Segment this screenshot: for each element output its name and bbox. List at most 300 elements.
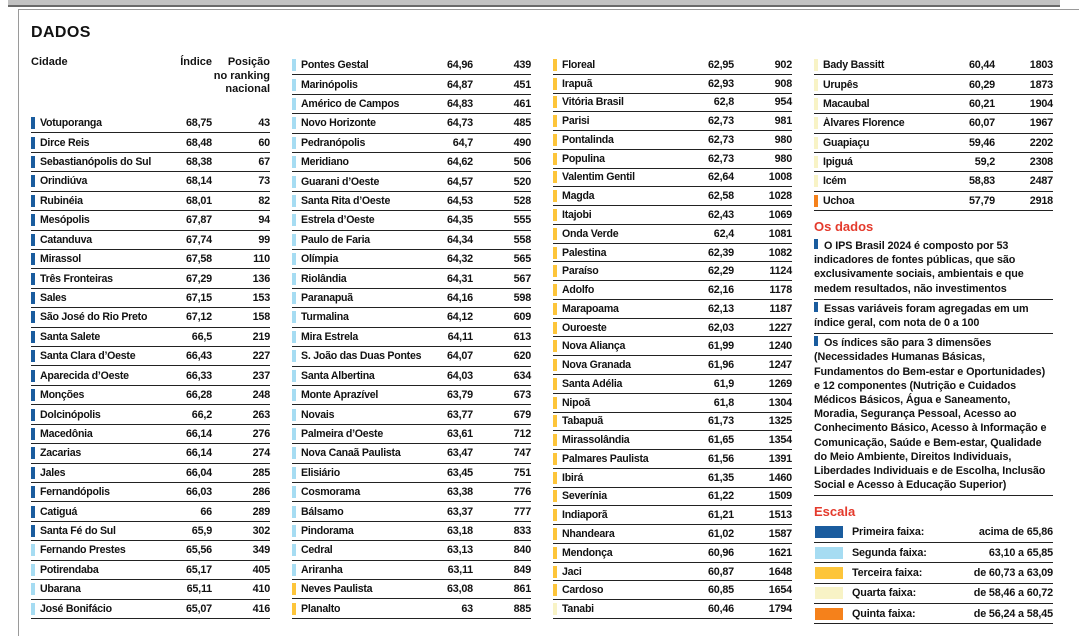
city-name: Mira Estrela [301,330,359,343]
index-value: 66,2 [191,408,212,421]
rank-value: 2487 [1029,175,1053,188]
city-name: Pedranópolis [301,136,366,149]
band-marker-icon [553,509,557,521]
city-name: Nova Granada [562,359,631,372]
city-name: Macedônia [40,427,93,440]
rank-value: 1587 [768,528,792,541]
index-value: 66,04 [185,466,212,479]
rank-value: 1187 [769,302,792,315]
band-marker-icon [292,564,296,576]
city-name: Guarani d’Oeste [301,175,380,188]
header-rank-line: Posição [227,56,270,68]
band-marker-icon [31,525,35,537]
rank-value: 908 [774,77,792,90]
band-marker-icon [31,273,35,285]
city-name: Mirassol [40,253,81,266]
rank-value: 2308 [1029,156,1053,169]
index-value: 64,73 [446,117,473,130]
table-row [553,563,792,582]
table-row [553,244,792,263]
table-row [814,95,1053,114]
table-rows-column-2 [292,56,531,619]
index-value: 60,21 [968,97,995,110]
rank-value: 1081 [768,227,792,240]
index-value: 63,08 [446,583,473,596]
header-city: Cidade [31,56,68,68]
rank-value: 43 [258,117,270,130]
table-row [292,386,531,405]
index-value: 63,13 [446,544,473,557]
band-marker-icon [292,486,296,498]
band-marker-icon [553,603,557,615]
city-name: S. João das Duas Pontes [301,350,422,363]
rank-value: 840 [513,544,531,557]
band-marker-icon [292,331,296,343]
city-name: Nipoã [562,396,591,409]
band-marker-icon [553,59,557,71]
city-name: José Bonifácio [40,602,112,615]
index-value: 64,34 [446,233,473,246]
city-name: Catanduva [40,233,92,246]
table-row [292,425,531,444]
index-value: 67,29 [185,272,212,285]
band-marker-icon [292,156,296,168]
city-name: Turmalina [301,311,349,324]
index-value: 64,32 [446,253,473,266]
table-row [553,281,792,300]
scale-label: Quinta faixa: [852,607,916,620]
table-row [31,289,270,308]
rank-value: 1069 [768,209,792,221]
index-value: 61,56 [707,452,734,465]
rank-value: 613 [513,330,531,343]
index-value: 62,29 [707,265,734,278]
table-row [292,172,531,191]
window-top-edge [8,0,1060,7]
band-marker-icon [292,525,296,537]
city-table-column-1 [31,56,270,624]
table-row [292,56,531,75]
city-name: Santa Clara d’Oeste [40,350,136,363]
table-row [31,425,270,444]
city-name: Catiguá [40,505,78,518]
rank-value: 520 [513,175,531,188]
table-row [553,300,792,319]
index-value: 64,83 [446,98,473,111]
index-value: 63,79 [446,389,473,402]
index-value: 64,53 [446,195,473,208]
header-rank-line: nacional [225,83,270,95]
city-name: Macaubal [823,97,870,110]
index-value: 68,38 [185,156,212,169]
band-marker-icon [553,472,557,484]
band-marker-icon [292,214,296,226]
index-value: 64,96 [446,59,473,72]
notes-section [814,237,1053,496]
table-row [31,366,270,385]
index-value: 62,73 [707,115,734,128]
band-marker-icon [814,98,818,110]
rank-value: 620 [513,350,531,363]
scale-label: Terceira faixa: [852,566,923,579]
city-name: Irapuã [562,77,593,90]
city-name: Meridiano [301,156,349,169]
table-row [31,522,270,541]
header-index: Índice [180,56,212,68]
rank-value: 528 [513,195,531,208]
index-value: 63,45 [446,466,473,479]
band-marker-icon [814,156,818,168]
table-row [292,599,531,618]
index-value: 66,33 [185,369,212,382]
city-name: Santa Adélia [562,377,623,390]
table-row [292,561,531,580]
index-value: 63 [461,602,473,615]
scale-range: acima de 65,86 [978,526,1053,539]
city-name: Elisiário [301,466,340,479]
index-value: 61,96 [707,359,734,372]
rank-value: 110 [253,253,270,266]
table-row [292,269,531,288]
city-name: Pontes Gestal [301,59,369,72]
table-row [553,506,792,525]
table-row [553,525,792,544]
index-value: 61,22 [707,490,734,503]
city-name: Olímpia [301,253,339,266]
index-value: 63,77 [446,408,473,421]
city-name: Nova Aliança [562,340,626,353]
table-row [31,483,270,502]
scale-swatch-icon [815,587,843,599]
city-name: Paranapuã [301,292,353,305]
city-name: Ibirá [562,471,584,484]
rank-value: 565 [513,253,531,266]
index-value: 68,01 [185,194,212,207]
band-marker-icon [31,564,35,576]
band-marker-icon [553,153,557,165]
city-name: Santa Albertina [301,369,375,382]
band-marker-icon [31,467,35,479]
table-row [292,580,531,599]
city-name: Dirce Reis [40,136,90,149]
band-marker-icon [31,331,35,343]
city-name: Tanabi [562,603,594,616]
band-marker-icon [31,389,35,401]
band-marker-icon [553,228,557,240]
rank-value: 1178 [769,284,792,297]
table-row [814,114,1053,133]
header-rank-line: no ranking [213,69,270,82]
band-marker-icon [292,467,296,479]
table-row [553,262,792,281]
index-value: 63,37 [446,505,473,518]
city-name: Potirendaba [40,563,99,576]
band-marker-icon [553,115,557,127]
city-name: Mirassolândia [562,434,630,447]
index-value: 67,74 [185,233,212,246]
city-name: Itajobi [562,209,592,221]
rank-value: 82 [258,194,270,207]
city-name: Nova Canaã Paulista [301,447,401,460]
city-name: Neves Paulista [301,583,373,596]
bullet-bar-icon [814,302,818,312]
rank-value: 94 [258,214,270,227]
index-value: 61,9 [713,377,734,390]
scale-heading: Escala [814,504,856,520]
page-title: DADOS [31,24,91,41]
index-value: 64,12 [446,311,473,324]
rank-value: 1304 [768,396,792,409]
band-marker-icon [292,98,296,110]
index-value: 63,61 [446,427,473,440]
band-marker-icon [292,253,296,265]
scale-swatch-icon [815,526,843,538]
band-marker-icon [292,350,296,362]
index-value: 63,11 [447,563,473,576]
rank-value: 980 [774,152,792,165]
rank-value: 490 [513,136,531,149]
index-value: 66 [200,505,212,518]
index-value: 62,4 [713,227,734,240]
table-row [31,561,270,580]
band-marker-icon [31,428,35,440]
index-value: 61,73 [707,415,734,428]
index-value: 59,2 [974,156,995,169]
index-value: 61,21 [707,509,734,522]
index-value: 65,56 [185,544,212,557]
band-marker-icon [292,234,296,246]
rank-value: 777 [513,505,531,518]
table-rows-column-3 [553,56,792,619]
table-row [292,464,531,483]
band-marker-icon [31,137,35,149]
table-row [553,319,792,338]
index-value: 62,64 [707,171,734,184]
table-row [553,450,792,469]
band-marker-icon [553,490,557,502]
city-name: Cosmorama [301,486,360,499]
rank-value: 1654 [768,584,792,597]
band-marker-icon [292,79,296,91]
index-value: 61,02 [707,528,734,541]
index-value: 63,38 [446,486,473,499]
band-marker-icon [31,506,35,518]
table-row [814,153,1053,172]
index-value: 62,58 [707,190,734,203]
band-marker-icon [553,303,557,315]
index-value: 64,7 [452,136,473,149]
rank-value: 60 [258,136,270,149]
band-marker-icon [31,117,35,129]
table-row [292,114,531,133]
band-marker-icon [553,566,557,578]
band-marker-icon [814,137,818,149]
band-marker-icon [553,134,557,146]
table-row [292,192,531,211]
rank-value: 954 [774,96,792,109]
band-marker-icon [553,190,557,202]
table-row [553,544,792,563]
band-marker-icon [553,584,557,596]
scale-swatch-icon [815,547,843,559]
rank-value: 67 [258,156,270,169]
table-row [31,600,270,619]
table-row [553,581,792,600]
table-row [31,133,270,152]
city-name: Pindorama [301,524,354,537]
band-marker-icon [31,156,35,168]
band-marker-icon [31,447,35,459]
rank-value: 237 [252,369,270,382]
city-name: Parisi [562,115,590,128]
band-marker-icon [31,544,35,556]
index-value: 62,16 [707,284,734,297]
city-name: Álvares Florence [823,117,905,130]
table-row [31,405,270,424]
band-marker-icon [292,195,296,207]
table-row [292,444,531,463]
scale-label: Primeira faixa: [852,526,925,539]
notes-heading: Os dados [814,219,874,234]
index-value: 64,16 [446,292,473,305]
rank-value: 1621 [768,546,792,559]
table-row [553,600,792,619]
table-row [553,94,792,113]
table-row [292,522,531,541]
table-row [553,206,792,225]
city-name: São José do Rio Preto [40,311,148,324]
scale-range: de 56,24 a 58,45 [973,607,1053,620]
city-table-column-3 [553,56,792,624]
rank-value: 747 [513,447,531,460]
band-marker-icon [31,292,35,304]
index-value: 63,18 [446,524,473,537]
scale-range: de 58,46 a 60,72 [973,587,1053,600]
band-marker-icon [292,447,296,459]
index-value: 66,03 [185,486,212,499]
rank-value: 1008 [768,171,792,184]
city-name: Novais [301,408,335,421]
table-row [292,231,531,250]
rank-value: 1509 [768,490,792,503]
table-row [553,431,792,450]
table-row [553,131,792,150]
city-name: Paulo de Faria [301,233,370,246]
city-name: Palmeira d’Oeste [301,427,383,440]
city-name: Fernando Prestes [40,544,126,557]
rank-value: 1904 [1029,97,1053,110]
scale-legend-row [814,543,1053,563]
city-name: Adolfo [562,284,595,297]
table-row [31,308,270,327]
band-marker-icon [31,253,35,265]
city-name: Marapoama [562,302,619,315]
rank-value: 405 [252,563,270,576]
city-table-column-4 [814,56,1053,624]
city-name: Votuporanga [40,117,102,130]
city-name: Monte Aprazível [301,389,379,402]
index-value: 67,58 [185,253,212,266]
index-value: 68,48 [185,136,212,149]
table-row [31,250,270,269]
index-value: 68,14 [185,175,212,188]
table-row [31,231,270,250]
band-marker-icon [814,117,818,129]
table-row [292,405,531,424]
band-marker-icon [553,434,557,446]
city-name: Indiaporã [562,509,608,522]
table-rows-column-4 [814,56,1053,211]
index-value: 62,73 [707,152,734,165]
index-value: 64,07 [446,350,473,363]
band-marker-icon [553,265,557,277]
index-value: 66,14 [185,447,212,460]
band-marker-icon [553,209,557,221]
index-value: 66,43 [185,350,212,363]
city-table-column-2 [292,56,531,624]
table-row [553,469,792,488]
rank-value: 136 [252,272,270,285]
band-marker-icon [553,78,557,90]
city-name: Onda Verde [562,227,619,240]
rank-value: 1082 [768,246,792,259]
band-marker-icon [31,409,35,421]
rank-value: 1269 [768,377,792,390]
city-name: Urupês [823,78,858,91]
city-name: Ouroeste [562,321,607,334]
index-value: 62,03 [707,321,734,334]
rank-value: 1124 [769,265,792,278]
index-value: 64,11 [447,330,473,343]
rank-value: 558 [513,233,531,246]
table-row [31,328,270,347]
band-marker-icon [553,359,557,371]
rank-value: 1028 [768,190,792,203]
band-marker-icon [553,96,557,108]
band-marker-icon [292,506,296,518]
rank-value: 1460 [768,471,792,484]
band-marker-icon [31,195,35,207]
index-value: 62,8 [713,96,734,109]
city-name: Planalto [301,602,341,615]
table-row [553,150,792,169]
table-row [31,464,270,483]
note-item: O IPS Brasil 2024 é composto por 53 indicadores de fontes públicas, que são exclusivamente sociais, ambientais e que medem resultados, não investimentos [814,237,1053,300]
table-row [292,367,531,386]
index-value: 58,83 [968,175,995,188]
band-marker-icon [553,247,557,259]
rank-value: 1391 [768,452,792,465]
city-name: Palestina [562,246,607,259]
scale-legend [814,522,1053,624]
band-marker-icon [292,117,296,129]
city-name: Magda [562,190,595,203]
table-row [292,153,531,172]
rank-value: 248 [252,389,270,402]
rank-value: 451 [513,78,531,91]
note-item: Os índices são para 3 dimensões (Necessidades Humanas Básicas, Fundamentos do Bem-estar e Oportunidades) e 12 componentes (Nutrição e Cuidados Médicos Básicos, Água e Saneamento, Moradia, Segurança Pessoal, Acesso ao Conhecimento Básico, Acesso à Informação e Comunicação, Saúde e Bem-estar, Qualidade do Meio Ambiente, Direitos Individuais, Liberdades Individuais e de Escolha, Inclusão Social e Acesso à Educação Superior) [814,334,1053,496]
band-marker-icon [292,137,296,149]
city-name: Populina [562,152,605,165]
index-value: 67,12 [185,311,212,324]
rank-value: 609 [513,311,531,324]
rank-value: 263 [252,408,270,421]
table-row [31,541,270,560]
table-row [553,225,792,244]
rank-value: 286 [252,486,270,499]
table-row [553,56,792,75]
scale-legend-row [814,522,1053,542]
